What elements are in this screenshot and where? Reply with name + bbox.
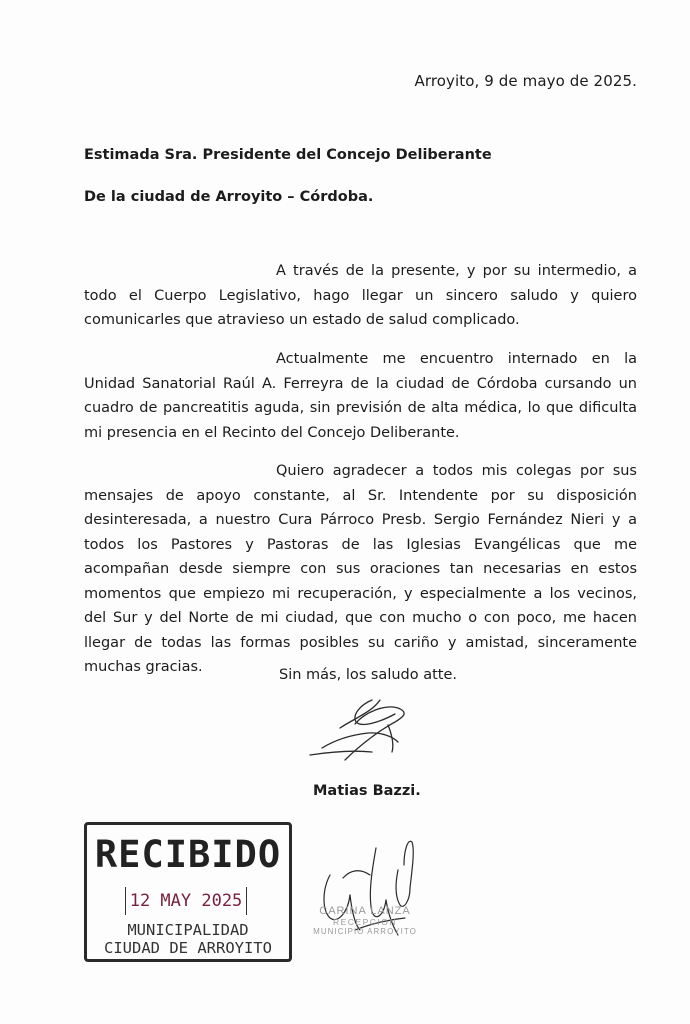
reception-role: RECEPCION — [332, 917, 398, 927]
reception-office: MUNICIPIO ARROYITO — [313, 927, 417, 936]
closing-line: Sin más, los saludo atte. — [279, 667, 458, 683]
paragraph-health — [84, 347, 637, 445]
paragraph-text: Actualmente me encuentro internado en la Unidad Sanatorial Raúl A. Ferreyra de la ciudad de Córdoba cursando un cuadro de pancreatitis aguda, sin previsión de alta médica, lo que dificulta mi presencia en el Recinto del Concejo Deliberante. — [84, 351, 637, 441]
addressee-line-1: Estimada Sra. Presidente del Concejo Deliberante — [84, 147, 492, 163]
letter-date: Arroyito, 9 de mayo de 2025. — [414, 72, 637, 90]
paragraph-text: Quiero agradecer a todos mis colegas por sus mensajes de apoyo constante, al Sr. Intendente por su disposición desinteresada, a nuestro Cura Párroco Presb. Sergio Fernández Nieri y a todos los Pastores y Pastoras de las Iglesias Evangélicas que me acompañan desde siempre con sus oraciones tan necesarias en estos momentos que empiezo mi recuperación, y especialmente a los vecinos, del Sur y del Norte de mi ciudad, que con mucho o con poco, me hacen llegar de todas las formas posibles su cariño y amistad, sinceramente muchas gracias. — [84, 463, 637, 675]
addressee-line-2: De la ciudad de Arroyito – Córdoba. — [84, 189, 374, 205]
stamp-line-1: MUNICIPALIDAD — [127, 921, 249, 939]
paragraph-thanks — [84, 459, 637, 680]
received-stamp — [84, 822, 292, 962]
paragraph-greeting — [84, 259, 637, 333]
reception-name: CARINA LANZA — [319, 905, 411, 917]
signer-name: Matias Bazzi. — [313, 783, 421, 799]
signer-signature — [310, 700, 404, 760]
stamp-date: 12 MAY 2025 — [125, 887, 247, 915]
stamp-title: RECIBIDO — [94, 833, 282, 876]
stamp-line-2: CIUDAD DE ARROYITO — [104, 939, 272, 957]
paragraph-text: A través de la presente, y por su intermedio, a todo el Cuerpo Legislativo, hago llegar un sincero saludo y quiero comunicarles que atravieso un estado de salud complicado. — [84, 263, 637, 328]
reception-stamp — [305, 905, 425, 936]
